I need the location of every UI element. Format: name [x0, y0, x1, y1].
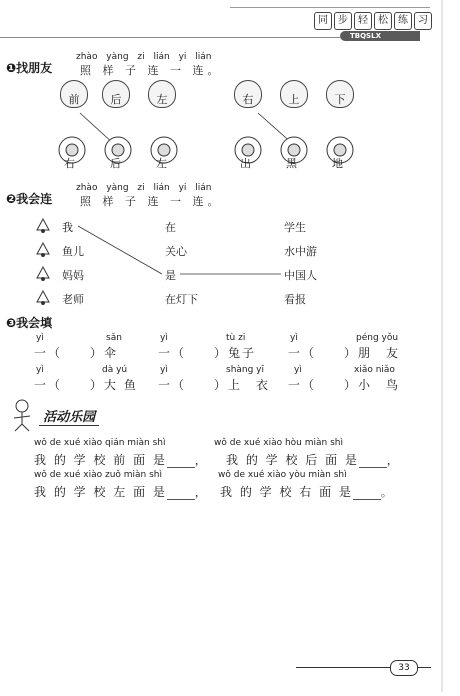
section3-title: ❸我会填: [6, 316, 53, 330]
top-char: 上: [288, 93, 300, 106]
row2-fill-b: 一（ ）上 衣: [158, 378, 271, 392]
header-char: 同: [314, 12, 332, 30]
line2-sentence-b: [220, 481, 392, 500]
row2-pinyin: xiǎo niǎo: [354, 365, 395, 375]
row1-pinyin: sǎn: [106, 333, 122, 343]
answer-blank[interactable]: [167, 455, 195, 468]
line1-text-a: 我 的 学 校 前 面 是: [34, 453, 167, 467]
spiral-binding: [428, 0, 458, 692]
section4-title: 活动乐园: [39, 410, 99, 426]
row1-pinyin: yì: [36, 333, 44, 343]
col3-item: 水中游: [284, 245, 317, 258]
col1-item: 老师: [62, 293, 84, 306]
line1-pinyin-b: wǒ de xué xiào hòu miàn shì: [214, 438, 343, 448]
section1-title: ❶找朋友: [6, 61, 53, 75]
row2-pinyin: yì: [294, 365, 302, 375]
row1-fill-b: 一（ ）兔子: [158, 346, 257, 360]
top-char: 右: [242, 93, 254, 106]
section1-instruction: 照 样 子 连 一 连。: [80, 64, 223, 77]
col2-item: 是: [165, 269, 176, 282]
row2-pinyin: yì: [36, 365, 44, 375]
bottom-char: 地: [332, 157, 343, 170]
header-char: 松: [374, 12, 392, 30]
row2-pinyin: shàng yī: [226, 365, 265, 375]
row1-fill-a: 一（ ）伞: [34, 346, 119, 360]
header-char: 轻: [354, 12, 372, 30]
header-char: 步: [334, 12, 352, 30]
line2-pinyin-b: wǒ de xué xiào yòu miàn shì: [218, 470, 347, 480]
col1-item: 鱼儿: [62, 245, 84, 258]
comma: ，: [194, 454, 206, 467]
row1-fill-c: 一（ ）朋 友: [288, 346, 401, 360]
section1-pinyin: zhào yàng zi lián yi lián: [76, 52, 212, 62]
section4-header: [10, 398, 99, 432]
comma: ，: [194, 486, 206, 499]
col3-item: 学生: [284, 221, 306, 234]
row1-pinyin: yì: [290, 333, 298, 343]
line2-sentence-a: [34, 481, 206, 500]
header-badge: TBQSLX: [340, 31, 420, 41]
line1-sentence-a: [34, 449, 206, 468]
row1-pinyin: péng yǒu: [356, 333, 399, 343]
spiral-icon: [428, 0, 458, 692]
section2-connect-lines: [0, 0, 430, 320]
bottom-char: 左: [156, 157, 167, 170]
col1-item: 妈妈: [62, 269, 84, 282]
bottom-char: 右: [64, 157, 75, 170]
col3-item: 看报: [284, 293, 306, 306]
line1-text-b: 我 的 学 校 后 面 是: [226, 453, 359, 467]
page-number-text: 33: [398, 663, 410, 673]
section2-title: ❷我会连: [6, 192, 53, 206]
row2-pinyin: dà yú: [102, 365, 128, 375]
answer-blank[interactable]: [359, 455, 387, 468]
kid-icon: [10, 398, 34, 432]
section2-pinyin: zhào yàng zi lián yi lián: [76, 183, 212, 193]
row2-fill-a: 一（ ）大 鱼: [34, 378, 138, 392]
bottom-char: 出: [240, 157, 251, 170]
section2-instruction: 照 样 子 连 一 连。: [80, 195, 223, 208]
line2-text-a: 我 的 学 校 左 面 是: [34, 485, 167, 499]
row2-fill-c: 一（ ）小 鸟: [288, 378, 401, 392]
line1-sentence-b: [226, 449, 398, 468]
col2-item: 在: [165, 221, 176, 234]
top-char: 下: [334, 93, 346, 106]
col2-item: 在灯下: [165, 293, 198, 306]
top-char: 后: [110, 93, 122, 106]
comma: ，: [386, 454, 398, 467]
header-char: 练: [394, 12, 412, 30]
col2-item: 关心: [165, 245, 187, 258]
col1-item: 我: [62, 221, 73, 234]
bottom-char: 黑: [286, 157, 297, 170]
answer-blank[interactable]: [167, 487, 195, 500]
period: 。: [380, 486, 392, 499]
bottom-char: 后: [110, 157, 121, 170]
answer-blank[interactable]: [353, 487, 381, 500]
col3-item: 中国人: [284, 269, 317, 282]
row2-pinyin: yì: [160, 365, 168, 375]
top-char: 前: [68, 93, 80, 106]
line2-text-b: 我 的 学 校 右 面 是: [220, 485, 353, 499]
row1-pinyin: yì: [160, 333, 168, 343]
page-number: [390, 660, 418, 676]
top-char: 左: [156, 93, 168, 106]
header-char: 习: [414, 12, 432, 30]
line2-pinyin-a: wǒ de xué xiào zuǒ miàn shì: [34, 470, 163, 480]
row1-pinyin: tù zi: [226, 333, 246, 343]
line1-pinyin-a: wǒ de xué xiào qián miàn shì: [34, 438, 166, 448]
